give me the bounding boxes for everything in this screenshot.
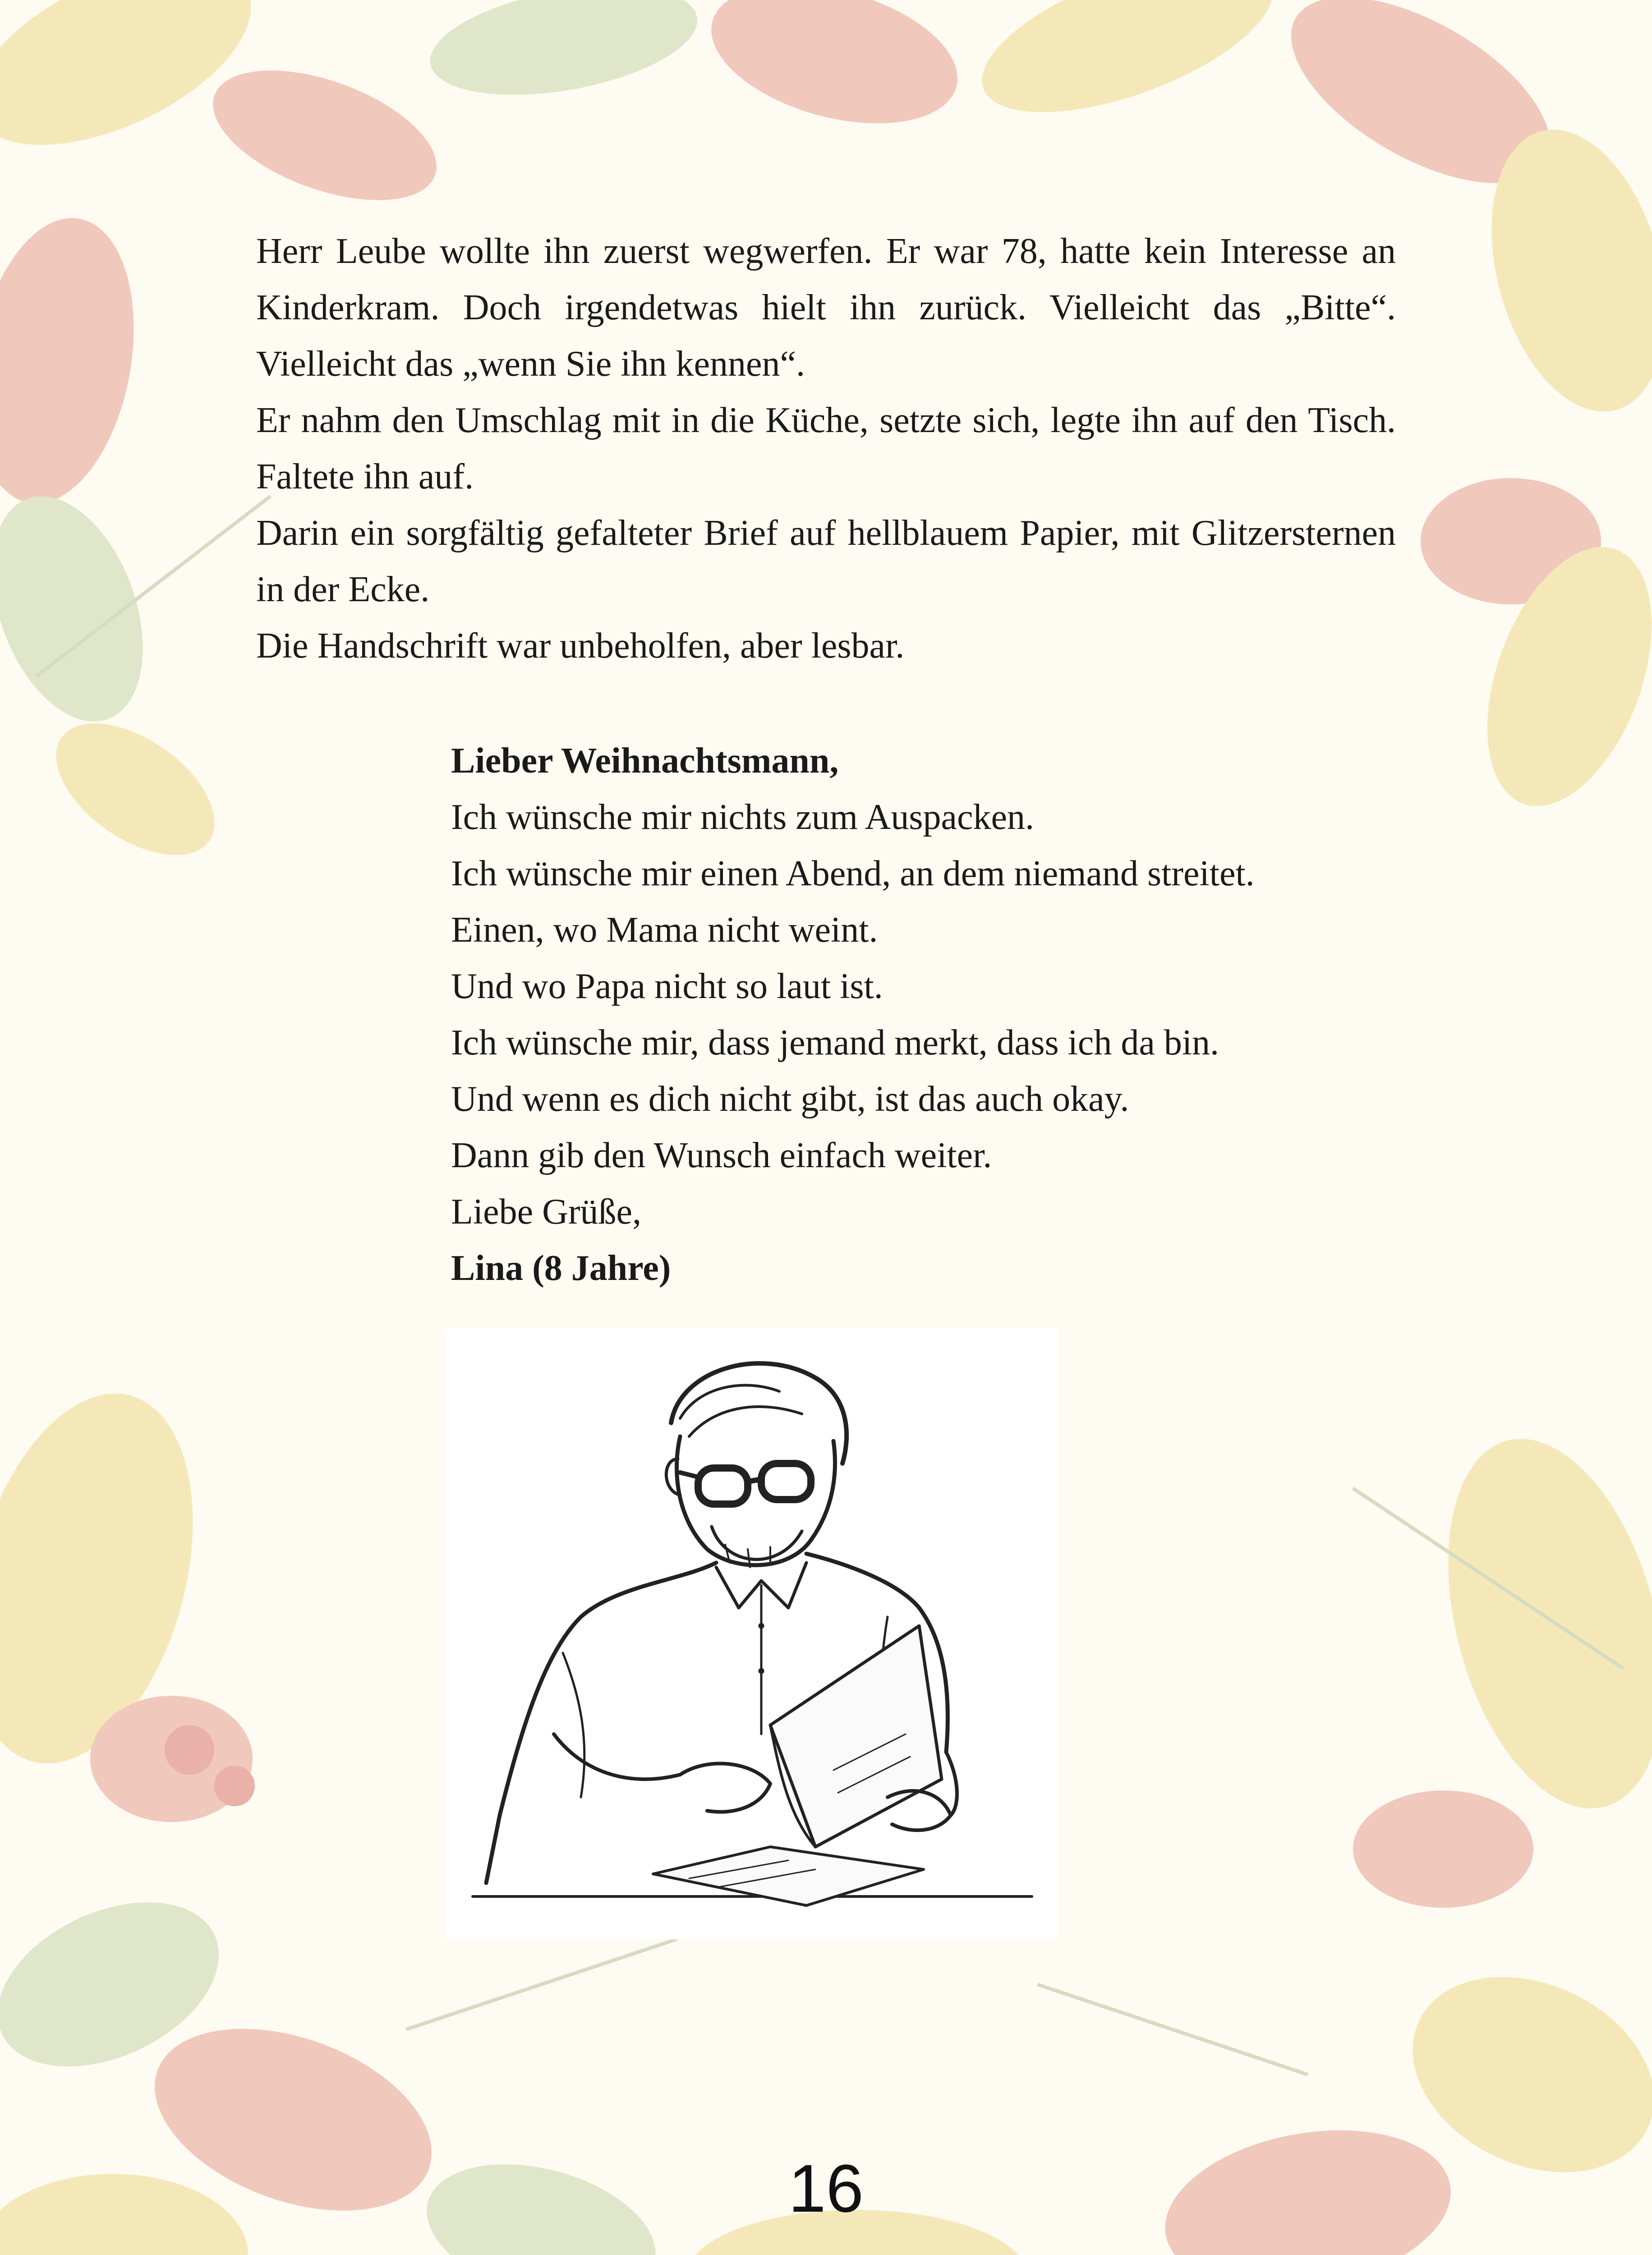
letter-line: Einen, wo Mama nicht weint. xyxy=(451,910,878,950)
letter-line: Ich wünsche mir, dass jemand merkt, dass ich da bin. xyxy=(451,1023,1219,1063)
letter-line: Ich wünsche mir einen Abend, an dem niemand streitet. xyxy=(451,854,1255,893)
child-letter xyxy=(451,733,1443,1297)
paragraph-3: Darin ein sorgfältig gefalteter Brief auf hellblauem Papier, mit Glitzersternen in der Ecke. xyxy=(256,513,1396,609)
narrative-text xyxy=(256,223,1396,674)
letter-signature: Lina (8 Jahre) xyxy=(451,1248,671,1288)
letter-salutation: Lieber Weihnachtsmann, xyxy=(451,741,839,781)
letter-line: Und wo Papa nicht so laut ist. xyxy=(451,966,883,1006)
old-man-reading-letter-icon xyxy=(446,1328,1058,1939)
paragraph-2: Er nahm den Umschlag mit in die Küche, setzte sich, legte ihn auf den Tisch. Faltete ihn auf. xyxy=(256,400,1396,497)
letter-line: Dann gib den Wunsch einfach weiter. xyxy=(451,1136,992,1175)
letter-line: Und wenn es dich nicht gibt, ist das auch okay. xyxy=(451,1079,1129,1119)
old-man-reading-illustration xyxy=(446,1328,1058,1939)
letter-line: Ich wünsche mir nichts zum Auspacken. xyxy=(451,797,1035,837)
paragraph-4: Die Handschrift war unbeholfen, aber lesbar. xyxy=(256,626,905,666)
page-number: 16 xyxy=(788,2150,864,2226)
letter-closing: Liebe Grüße, xyxy=(451,1192,642,1232)
paragraph-1: Herr Leube wollte ihn zuerst wegwerfen. Er war 78, hatte kein Interesse an Kinderkram. Doch irgendetwas hielt ihn zurück. Vielleicht das „Bitte“. Vielleicht das „wenn Sie ihn kennen“. xyxy=(256,231,1396,384)
